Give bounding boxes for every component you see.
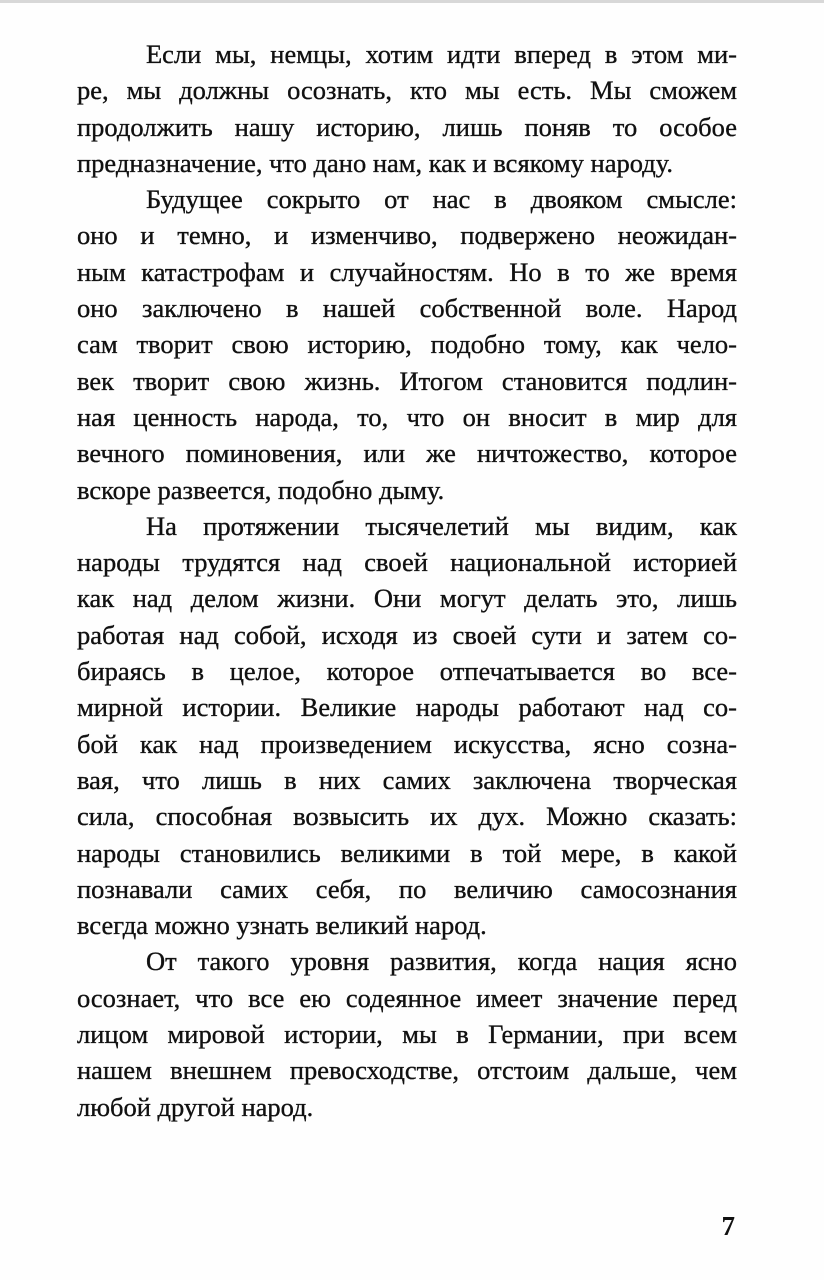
text-line: нашем внешнем превосходстве, отстоим дальше, чем — [77, 1055, 737, 1086]
text-line: Будущее сокрыто от нас в двояком смысле: — [146, 184, 737, 215]
text-line: Если мы, немцы, хотим идти вперед в этом ми- — [146, 39, 737, 69]
text-line: На протяжении тысячелетий мы видим, как — [146, 510, 737, 541]
text-line: познавали самих себя, по величию самосознания — [77, 873, 737, 904]
text-line: сам творит свою историю, подобно тому, как чело- — [77, 329, 737, 360]
text-line: продолжить нашу историю, лишь поняв то особое — [77, 111, 737, 142]
text-line: любой другой народ. — [77, 1091, 314, 1122]
text-line: бираясь в целое, которое отпечатывается во все- — [77, 656, 737, 687]
scan-top-edge — [0, 0, 824, 3]
body-text — [77, 36, 737, 1125]
text-line: вскоре развеется, подобно дыму. — [77, 474, 445, 505]
text-line: мирной истории. Великие народы работают над со- — [77, 692, 737, 723]
text-line: вая, что лишь в них самих заключена творческая — [77, 764, 737, 795]
text-line: век творит свою жизнь. Итогом становится подлин- — [77, 365, 737, 396]
text-line: сила, способная возвысить их дух. Можно сказать: — [77, 801, 737, 832]
text-line: лицом мировой истории, мы в Германии, при всем — [77, 1019, 737, 1050]
text-line: ная ценность народа, то, что он вносит в мир для — [77, 401, 737, 432]
text-line: народы становились великими в той мере, в какой — [77, 837, 737, 868]
text-line: как над делом жизни. Они могут делать это, лишь — [77, 583, 737, 614]
text-line: всегда можно узнать великий народ. — [77, 910, 487, 941]
text-line: предназначение, что дано нам, как и всякому народу. — [77, 147, 673, 178]
page-number: 7 — [721, 1211, 735, 1241]
text-line: бой как над произведением искусства, ясно созна- — [77, 728, 737, 759]
text-line: народы трудятся над своей национальной историей — [77, 547, 737, 578]
text-line: От такого уровня развития, когда нация ясно — [146, 946, 737, 977]
text-line: ре, мы должны осознать, кто мы есть. Мы сможем — [77, 75, 737, 106]
text-line: оно и темно, и изменчиво, подвержено неожидан- — [77, 220, 737, 251]
text-line: ным катастрофам и случайностям. Но в то же время — [77, 256, 737, 287]
text-line: вечного поминовения, или же ничтожество, которое — [77, 438, 737, 469]
text-line: работая над собой, исходя из своей сути и затем со- — [77, 619, 737, 650]
text-line: оно заключено в нашей собственной воле. Народ — [77, 293, 737, 324]
text-line: осознает, что все ею содеянное имеет значение перед — [77, 982, 737, 1013]
